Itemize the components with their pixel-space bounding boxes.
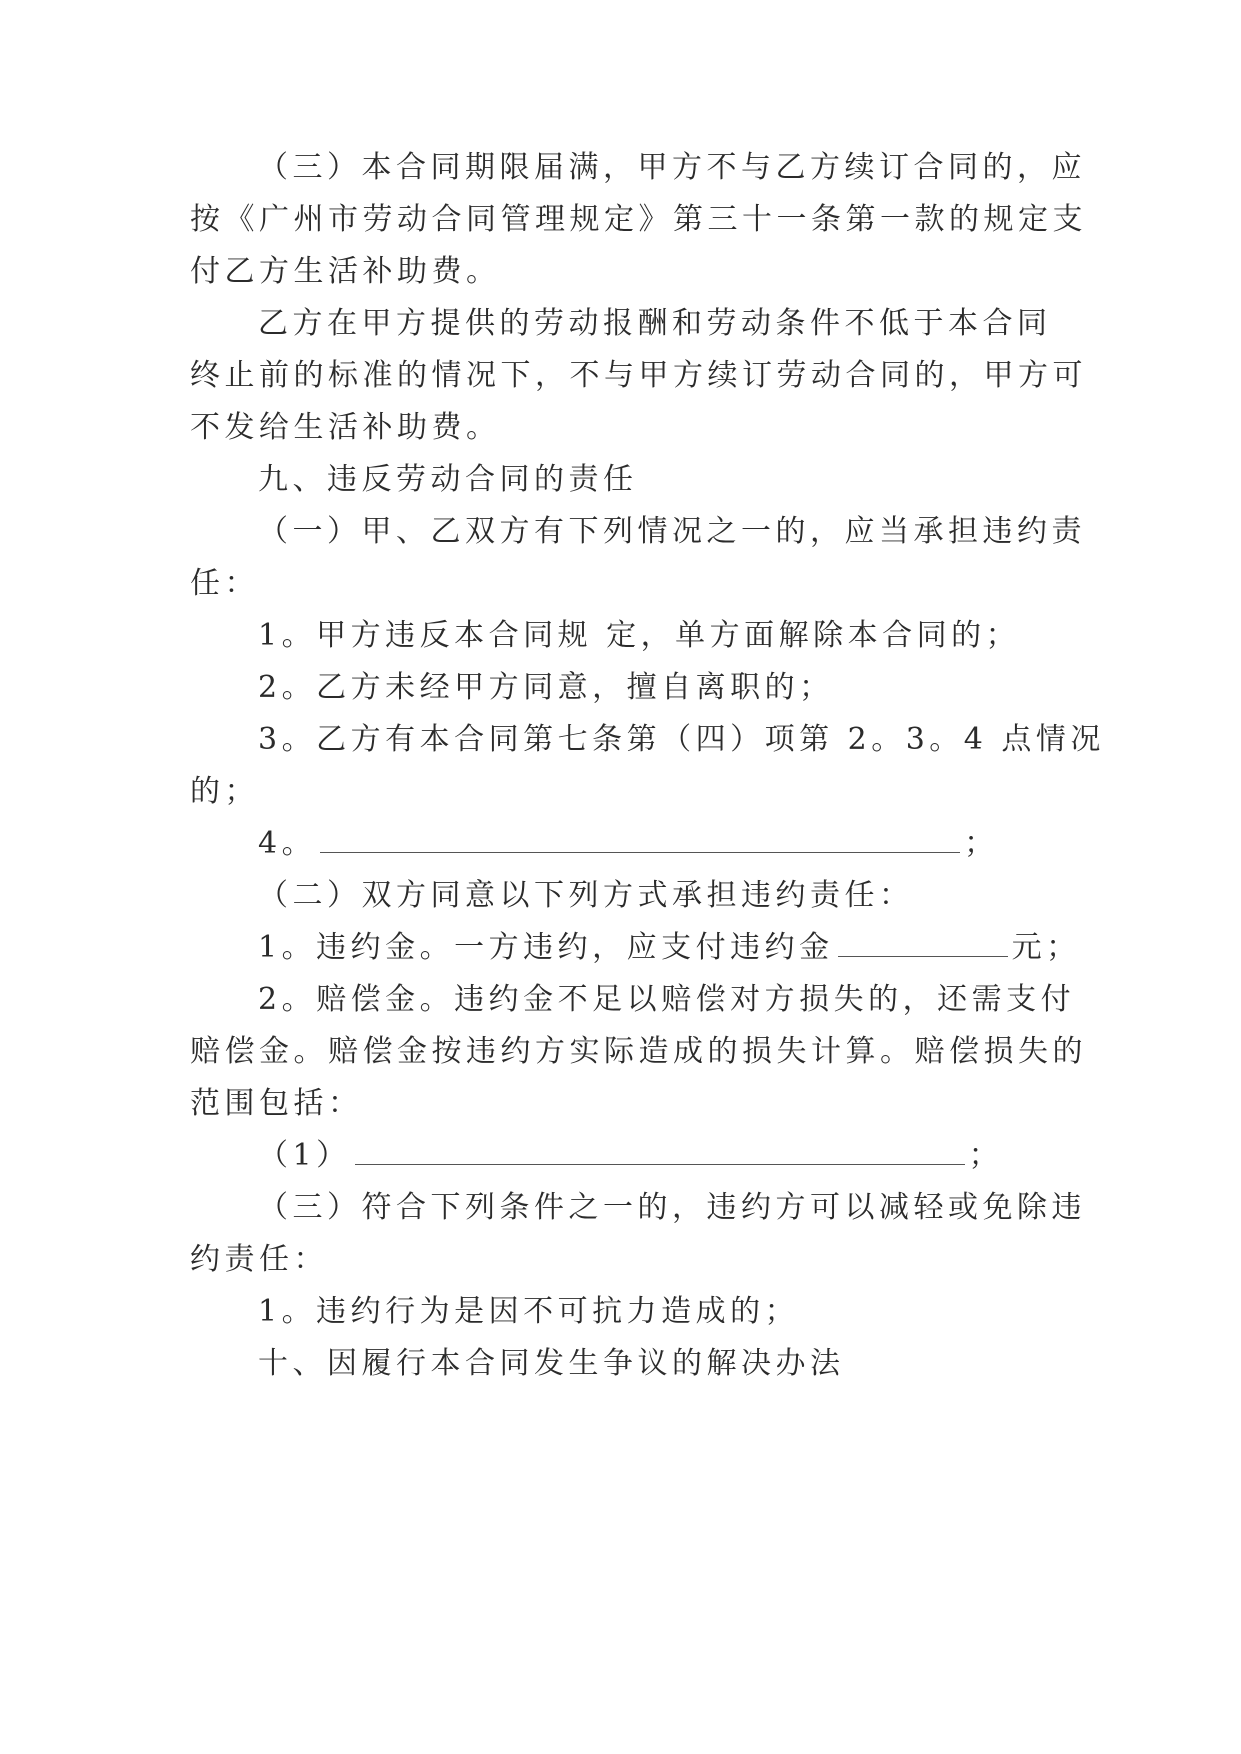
text: 付乙方生活补助费。 xyxy=(190,254,501,289)
text: 3。乙方有本合同第七条第（四）项第 2。3。4 点情况 xyxy=(258,722,1105,757)
list-item xyxy=(258,616,1118,656)
list-item xyxy=(258,1292,1118,1332)
text: 赔偿金。赔偿金按违约方实际造成的损失计算。赔偿损失的 xyxy=(190,1034,1087,1069)
text: （三）本合同期限届满，甲方不与乙方续订合同的，应 xyxy=(258,150,1086,185)
text: ； xyxy=(964,826,999,861)
paragraph-line xyxy=(190,200,1087,240)
text: 1。违约金。一方违约，应支付违约金 xyxy=(258,930,834,965)
text: （一）甲、乙双方有下列情况之一的，应当承担违约责 xyxy=(258,514,1086,549)
text: 2。赔偿金。违约金不足以赔偿对方损失的，还需支付 xyxy=(258,982,1076,1017)
section-heading xyxy=(258,1344,1118,1384)
text: 九、违反劳动合同的责任 xyxy=(258,462,638,497)
text: 的； xyxy=(190,774,259,809)
paragraph-line xyxy=(190,252,1050,292)
text: 按《广州市劳动合同管理规定》第三十一条第一款的规定支 xyxy=(190,202,1087,237)
list-item-blank xyxy=(258,1136,1118,1176)
text: 2。乙方未经甲方同意，擅自离职的； xyxy=(258,670,834,705)
text: 任： xyxy=(190,566,259,601)
paragraph-line xyxy=(190,1240,1050,1280)
paragraph-line xyxy=(190,356,1087,396)
paragraph-line xyxy=(190,772,1050,812)
text: 乙方在甲方提供的劳动报酬和劳动条件不低于本合同 xyxy=(258,306,1052,341)
text: 范围包括： xyxy=(190,1086,363,1121)
fill-in-blank xyxy=(838,928,1008,957)
text: 约责任： xyxy=(190,1242,328,1277)
text: 十、因履行本合同发生争议的解决办法 xyxy=(258,1346,845,1381)
list-item-blank xyxy=(258,824,1118,864)
list-item xyxy=(258,720,1118,760)
fill-in-blank xyxy=(355,1136,965,1165)
section-heading xyxy=(258,460,1118,500)
paragraph-line xyxy=(258,148,1118,188)
fill-in-blank xyxy=(320,824,960,853)
paragraph-line xyxy=(258,1188,1118,1228)
list-item xyxy=(258,980,1118,1020)
list-item-blank xyxy=(258,928,1118,968)
text: 终止前的标准的情况下，不与甲方续订劳动合同的，甲方可 xyxy=(190,358,1087,393)
paragraph-line xyxy=(190,1084,1050,1124)
paragraph-line xyxy=(190,564,1050,604)
paragraph-line xyxy=(258,304,1118,344)
text: ； xyxy=(968,1138,1004,1173)
paragraph-line xyxy=(190,408,1050,448)
text: 1。违约行为是因不可抗力造成的； xyxy=(258,1294,800,1329)
text: （二）双方同意以下列方式承担违约责任： xyxy=(258,878,914,913)
text: 1。甲方违反本合同规 定，单方面解除本合同的； xyxy=(258,618,1021,653)
text: 4。 xyxy=(258,826,317,861)
paragraph-line xyxy=(190,1032,1087,1072)
paragraph-line xyxy=(258,876,1118,916)
text: （三）符合下列条件之一的，违约方可以减轻或免除违 xyxy=(258,1190,1086,1225)
text: 元； xyxy=(1011,930,1081,965)
text: （1） xyxy=(258,1138,351,1173)
list-item xyxy=(258,668,1118,708)
text: 不发给生活补助费。 xyxy=(190,410,501,445)
paragraph-line xyxy=(258,512,1118,552)
